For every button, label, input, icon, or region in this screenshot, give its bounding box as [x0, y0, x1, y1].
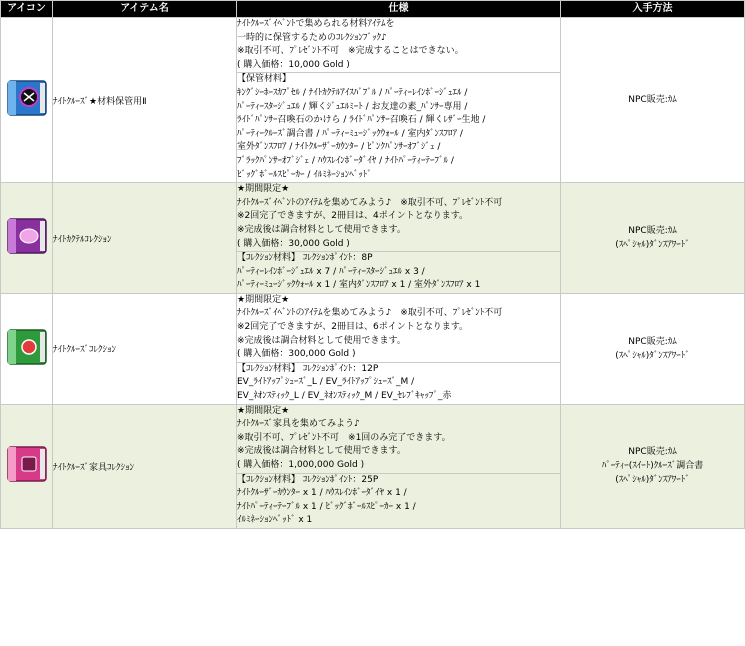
spec-line: ( 購入価格：1,000,000 Gold ) [237, 460, 365, 470]
spec-line: ※取引不可、ﾌﾟﾚｾﾞﾝﾄ不可 ※1回のみ完了できます。 [237, 432, 451, 443]
item-spec-bottom [237, 362, 561, 404]
item-icon-cell [1, 183, 53, 294]
item-icon-cell [1, 293, 53, 404]
obtain-line: (ｽﾍﾟｼｬﾙ)ﾀﾞﾝｽｱﾜｰﾄﾞ [615, 350, 690, 361]
spec-line: ( 購入価格：300,000 Gold ) [237, 349, 356, 360]
spec-line: ※2回完了できますが、2冊目は、6ポイントとなります。 [237, 322, 469, 333]
spec-line: ※完成後は調合材料として使用できます。 [237, 335, 406, 346]
item-name: ﾅｲﾄｸﾙｰｽﾞｺﾚｸｼｮﾝ [53, 293, 237, 404]
pink-collection-book-icon [2, 439, 52, 489]
spec-line: ★期間限定★ [237, 294, 290, 305]
spec-line: ﾅｲﾄｸﾙｰｽﾞ家具を集めてみよう♪ [237, 419, 360, 430]
item-obtain [561, 18, 745, 183]
spec-line: ※取引不可、ﾌﾟﾚｾﾞﾝﾄ不可 ※完成することはできない。 [237, 46, 464, 57]
spec-line: ※完成後は調合材料として使用できます。 [237, 446, 406, 457]
spec-line: ｲﾙﾐﾈｰｼｮﾝﾍﾞｯﾄﾞ x 1 [237, 515, 313, 526]
header-spec: 仕様 [237, 1, 561, 18]
spec-line: 【ｺﾚｸｼｮﾝ材料】 ｺﾚｸｼｮﾝﾎﾟｲﾝﾄ：25P [237, 474, 379, 485]
spec-line: 【ｺﾚｸｼｮﾝ材料】 ｺﾚｸｼｮﾝﾎﾟｲﾝﾄ：8P [237, 253, 373, 264]
obtain-line: NPC販売:ｶﾑ [628, 447, 677, 458]
spec-line: ﾅｲﾄﾊﾟｰﾃｨｰﾃｰﾌﾞﾙ x 1 / ﾋﾞｯｸﾞﾎﾞｰﾙｽﾋﾟｰｶｰ x 1 / [237, 501, 416, 512]
spec-line: ﾅｲﾄｸﾙｰｽﾞｲﾍﾞﾝﾄのｱｲﾃﾑを集めてみよう♪ ※取引不可、ﾌﾟﾚｾﾞﾝﾄ不可 [237, 197, 503, 208]
spec-line: ﾊﾟｰﾃｨｰﾐｭｰｼﾞｯｸｳｫｰﾙ x 1 / 室内ﾀﾞﾝｽﾌﾛｱ x 1 / 室外ﾀﾞﾝｽﾌﾛｱ x 1 [237, 280, 481, 291]
obtain-line: (ｽﾍﾟｼｬﾙ)ﾀﾞﾝｽｱﾜｰﾄﾞ [615, 475, 690, 486]
table-row [1, 404, 745, 473]
header-row [1, 1, 745, 18]
item-spec-bottom [237, 252, 561, 294]
table-row [1, 293, 745, 362]
spec-line: 【ｺﾚｸｼｮﾝ材料】 ｺﾚｸｼｮﾝﾎﾟｲﾝﾄ：12P [237, 363, 379, 374]
item-name: ﾅｲﾄｸﾙｰｽﾞ★材料保管用Ⅱ [53, 18, 237, 183]
spec-line: ﾅｲﾄｸﾙｰｽﾞｲﾍﾞﾝﾄで集められる材料ｱｲﾃﾑを [237, 19, 395, 29]
item-spec-bottom [237, 73, 561, 183]
spec-line: ※2回完了できますが、2冊目は、4ポイントとなります。 [237, 211, 469, 222]
header-icon: アイコン [1, 1, 53, 18]
spec-line: ( 購入価格：30,000 Gold ) [237, 238, 350, 249]
item-obtain [561, 183, 745, 294]
spec-line: ★期間限定★ [237, 405, 290, 416]
spec-line: ﾅｲﾄｸﾙｰｻﾞｰｶｳﾝﾀｰ x 1 / ﾊｳｽﾚｲﾝﾎﾞｰﾀﾞｲﾔ x 1 / [237, 488, 407, 499]
spec-line: ﾅｲﾄｸﾙｰｽﾞｲﾍﾞﾝﾄのｱｲﾃﾑを集めてみよう♪ ※取引不可、ﾌﾟﾚｾﾞﾝﾄ不可 [237, 308, 503, 319]
spec-line: ★期間限定★ [237, 184, 290, 195]
table-row [1, 183, 745, 252]
item-obtain [561, 404, 745, 528]
item-name: ﾅｲﾄｸﾙｰｽﾞ家具ｺﾚｸｼｮﾝ [53, 404, 237, 528]
spec-line: ﾋﾞｯｸﾞﾎﾞｰﾙｽﾋﾟｰｶｰ / ｲﾙﾐﾈｰｼｮﾝﾍﾞｯﾄﾞ [237, 169, 372, 180]
item-name: ﾅｲﾄｶｸﾃﾙｺﾚｸｼｮﾝ [53, 183, 237, 294]
spec-line: EV_ﾈｵﾝｽﾃｨｯｸ_L / EV_ﾈｵﾝｽﾃｨｯｸ_M / EV_ｾﾚﾌﾞｷｬｯﾌﾟ_赤 [237, 391, 452, 402]
spec-line: 室外ﾀﾞﾝｽﾌﾛｱ / ﾅｲﾄｸﾙｰｻﾞｰｶｳﾝﾀｰ / ﾋﾟﾝｸﾊﾟﾝｻｰｵﾌﾞｼﾞｪ / [237, 142, 441, 153]
obtain-line: NPC販売:ｶﾑ [628, 226, 677, 236]
spec-line: EV_ﾗｲﾄｱｯﾌﾟｼｭｰｽﾞ_L / EV_ﾗｲﾄｱｯﾌﾟｼｭｰｽﾞ_M / [237, 377, 415, 388]
item-obtain [561, 293, 745, 404]
header-obtain: 入手方法 [561, 1, 745, 18]
blue-collection-book-icon [2, 73, 52, 123]
obtain-line: ﾊﾟｰﾃｨｰ(ｽｲｰﾄ)ｸﾙｰｽﾞ調合書 [601, 461, 704, 472]
item-spec-top [237, 404, 561, 473]
obtain-line: NPC販売:ｶﾑ [628, 336, 677, 347]
spec-line: 【保管材料】 [237, 74, 292, 85]
spec-line: ﾌﾞﾗｯｸﾊﾟﾝｻｰｵﾌﾞｼﾞｪ / ﾊｳｽﾚｲﾝﾎﾞｰﾀﾞｲﾔ / ﾅｲﾄﾊﾟｰﾃｨｰﾃｰﾌﾞﾙ / [237, 155, 454, 166]
item-spec-top [237, 18, 561, 73]
spec-line: 一時的に保管するためのｺﾚｸｼｮﾝﾌﾞｯｸ♪ [237, 32, 387, 43]
item-icon-cell [1, 404, 53, 528]
purple-collection-book-icon [2, 211, 52, 261]
spec-line: ※完成後は調合材料として使用できます。 [237, 224, 406, 235]
item-spec-top [237, 293, 561, 362]
item-spec-top [237, 183, 561, 252]
item-spec-bottom [237, 473, 561, 528]
table-row [1, 18, 745, 73]
spec-line: ﾗｲﾄﾞﾊﾟﾝｻｰ召喚石のかけら / ﾗｲﾄﾞﾊﾟﾝｻｰ召喚石 / 輝くﾚｻﾞｰ生地 / [237, 115, 486, 126]
spec-line: ﾊﾟｰﾃｨｰｽﾀｰｼﾞｭｴﾙ / 輝くｼﾞｭｴﾙﾐｰﾄ / お友達の素_ﾊﾟﾝｻｰ専用 / [237, 101, 468, 112]
spec-line: ( 購入価格：10,000 Gold ) [237, 59, 350, 70]
spec-line: ﾊﾟｰﾃｨｰﾚｲﾝﾎﾞｰｼﾞｭｴﾙ x 7 / ﾊﾟｰﾃｨｰｽﾀｰｼﾞｭｴﾙ x 3 / [237, 266, 425, 277]
item-icon-cell [1, 18, 53, 183]
header-name: アイテム名 [53, 1, 237, 18]
obtain-line: NPC販売:ｶﾑ [628, 95, 677, 106]
obtain-line: (ｽﾍﾟｼｬﾙ)ﾀﾞﾝｽｱﾜｰﾄﾞ [615, 240, 690, 250]
spec-line: ｷﾝｸﾞｼｰﾎｰｽｶﾌﾟｾﾙ / ﾅｲﾄｶｸﾃﾙｱｲｽﾊﾞﾌﾞﾙ / ﾊﾟｰﾃｨｰﾚｲﾝﾎﾞｰｼﾞｭｴﾙ / [237, 87, 468, 98]
spec-line: ﾊﾟｰﾃｨｰｸﾙｰｽﾞ調合書 / ﾊﾟｰﾃｨｰﾐｭｰｼﾞｯｸｳｫｰﾙ / 室内ﾀﾞﾝｽﾌﾛｱ / [237, 128, 463, 139]
green-collection-book-icon [2, 322, 52, 372]
